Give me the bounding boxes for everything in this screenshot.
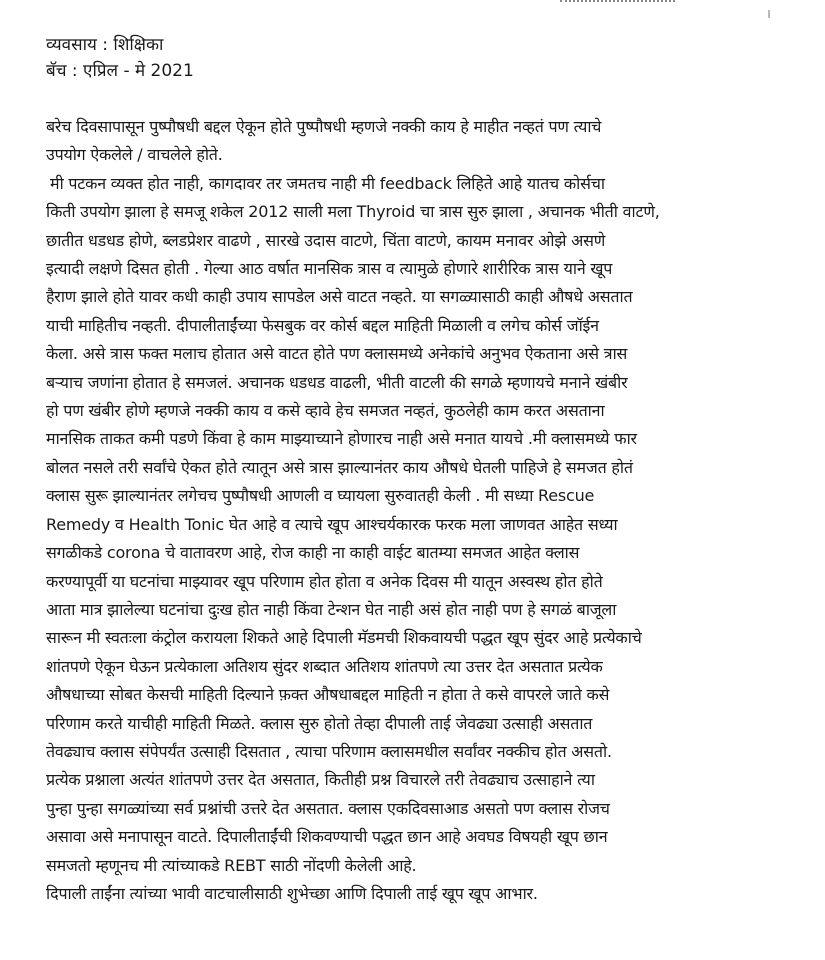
text-line: छातीत धडधड होणे, ब्लडप्रेशर वाढणे , सारखे उदास वाटणे, चिंता वाटणे, कायम मनावर ओझे असणे xyxy=(46,230,606,250)
text-line: आता मात्र झालेल्या घटनांचा दुःख होत नाही किंवा टेन्शन घेत नाही असं होत नाही पण हे सगळं बाजूला xyxy=(46,599,617,619)
text-line: हैराण झाले होते यावर कधी काही उपाय सापडेल असे वाटत नव्हते. या सगळ्यासाठी काही औषधे असतात xyxy=(46,287,633,307)
text-line: क्लास सुरू झाल्यानंतर लगेचच पुष्पौषधी आणली व घ्यायला सुरुवातही केली . मी सध्या Rescue xyxy=(46,486,595,506)
text-line: उपयोग ऐकलेले / वाचलेले होते. xyxy=(46,145,223,165)
text-line: हो पण खंबीर होणे म्हणजे नक्की काय व कसे व्हावे हेच समजत नव्हतं, कुठलेही काम करत असताना xyxy=(46,401,605,421)
batch-line: बॅच : एप्रिल - मे 2021 xyxy=(46,61,194,81)
text-line: बोलत नसले तरी सर्वांचे ऐकत होते त्यातून असे त्रास झाल्यानंतर काय औषधे घेतली पाहिजे हे समजत होतं xyxy=(46,457,633,477)
text-line: प्रत्येक प्रश्नाला अत्यंत शांतपणे उत्तर देत असतात, कितीही प्रश्न विचारले तरी तेवढ्याच उत्साहाने त्या xyxy=(46,770,595,790)
occupation-line: व्यवसाय : शिक्षिका xyxy=(46,35,164,55)
text-line: केला. असे त्रास फक्त मलाच होतात असे वाटत होते पण क्लासमध्ये अनेकांचे अनुभव ऐकताना असे त्रास xyxy=(46,344,628,364)
text-line: परिणाम करते याचीही माहिती मिळते. क्लास सुरु होतो तेव्हा दीपाली ताई जेवढ्या उत्साही असतात xyxy=(46,713,593,733)
text-line: समजतो म्हणूनच मी त्यांच्याकडे REBT साठी नोंदणी केलेली आहे. xyxy=(46,855,417,875)
text-line: असावा असे मनापासून वाटते. दिपालीताईंची शिकवण्याची पद्धत छान आहे अवघड विषयही खूप छान xyxy=(46,827,608,847)
text-line: याची माहितीच नव्हती. दीपालीताईंच्या फेसबुक वर कोर्स बद्दल माहिती मिळाली व लगेच कोर्स जॉईन xyxy=(46,315,599,335)
text-line: तेवढ्याच क्लास संपेपर्यंत उत्साही दिसतात , त्याचा परिणाम क्लासमधील सर्वांवर नक्कीच होत असतो. xyxy=(46,741,612,761)
text-line: औषधाच्या सोबत केसची माहिती दिल्याने फ़क्त औषधाबद्दल माहिती न होता ते कसे वापरले जाते कसे xyxy=(46,685,610,705)
text-line: पुन्हा पुन्हा सगळ्यांच्या सर्व प्रश्नांची उत्तरे देत असतात. क्लास एकदिवसाआड असतो पण क्लास रोजच xyxy=(46,798,610,818)
text-line: किती उपयोग झाला हे समजू शकेल 2012 साली मला Thyroid चा त्रास सुरु झाला , अचानक भीती वाटणे, xyxy=(46,202,660,222)
text-line: इत्यादी लक्षणे दिसत होती . गेल्या आठ वर्षात मानसिक त्रास व त्यामुळे होणारे शारीरिक त्रास याने खूप xyxy=(46,259,613,279)
text-line: सगळीकडे corona चे वातावरण आहे, रोज काही ना काही वाईट बातम्या समजत आहेत क्लास xyxy=(46,543,580,563)
text-line: करण्यापूर्वी या घटनांचा माझ्यावर खूप परिणाम होत होता व अनेक दिवस मी यातून अस्वस्थ होत होते xyxy=(46,571,603,591)
text-line: शांतपणे ऐकून घेऊन प्रत्येकाला अतिशय सुंदर शब्दात अतिशय शांतपणे त्या उत्तर देत असतात प्रत्येक xyxy=(46,656,603,676)
text-line: मी पटकन व्यक्त होत नाही, कागदावर तर जमतच नाही मी feedback लिहिते आहे यातच कोर्सचा xyxy=(50,173,605,193)
scan-artifact-mark xyxy=(768,10,770,18)
text-line: बरेच दिवसापासून पुष्पौषधी बद्दल ऐकून होते पुष्पौषधी म्हणजे नक्की काय हे माहीत नव्हतं पण त्याचे xyxy=(46,117,602,136)
text-line: बऱ्याच जणांना होतात हे समजलं. अचानक धडधड वाढली, भीती वाटली की सगळे म्हणायचे मनाने खंबीर xyxy=(46,372,628,392)
scan-artifact-dotted-line xyxy=(560,0,675,5)
text-line: मानसिक ताकत कमी पडणे किंवा हे काम माझ्याच्याने होणारच नाही असे मनात यायचे .मी क्लासमध्ये फार xyxy=(46,429,637,449)
text-line: सारून मी स्वतःला कंट्रोल करायला शिकते आहे दिपाली मॅडमची शिकवायची पद्धत खूप सुंदर आहे प्रत्येकाचे xyxy=(46,628,642,648)
feedback-body xyxy=(46,113,786,908)
text-line: Remedy व Health Tonic घेत आहे व त्याचे खूप आश्चर्यकारक फरक मला जाणवत आहेत सध्या xyxy=(46,514,618,534)
letter-header xyxy=(46,32,194,84)
text-line: दिपाली ताईंना त्यांच्या भावी वाटचालीसाठी शुभेच्छा आणि दिपाली ताई खूप खूप आभार. xyxy=(46,883,538,903)
